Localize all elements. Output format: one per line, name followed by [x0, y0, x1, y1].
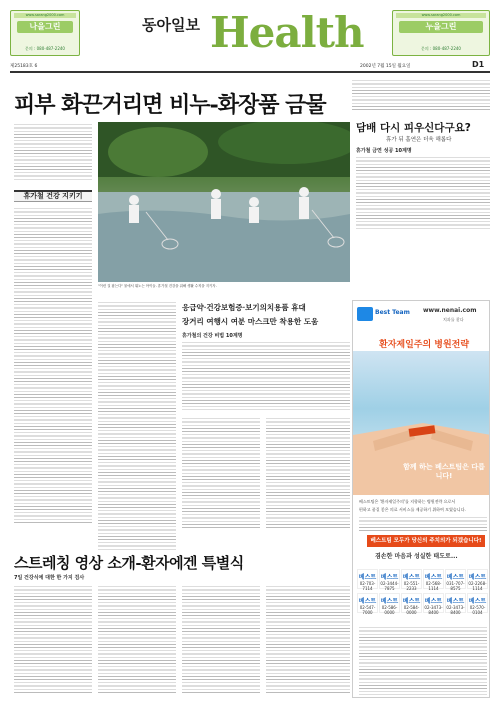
ad-right-tel: 문의 : 080-487-2240: [421, 46, 461, 51]
mid-col-text-a: [98, 300, 176, 550]
clinic-logo[interactable]: 베스트 02-547-7000: [357, 593, 378, 613]
bottom-text-1: [14, 584, 92, 694]
section-title: Health: [210, 8, 364, 57]
photo-children-stream: [98, 122, 350, 282]
paper-name: 동아일보: [142, 16, 200, 34]
ad-brand: Best Team: [375, 309, 410, 316]
bottom-text-4: [266, 584, 350, 694]
mid-col-text-c: [266, 416, 350, 528]
ad-banner-2: 겸손한 마음과 성실한 태도로...: [375, 553, 458, 560]
bottom-text-3: [182, 584, 260, 694]
clinic-logo[interactable]: 베스트 02-586-0000: [379, 593, 400, 613]
ad-hero-image: [353, 351, 490, 495]
clinic-logo[interactable]: 베스트 02-3444-7875: [379, 569, 400, 589]
clinic-logo[interactable]: 베스트 02-570-0104: [467, 593, 488, 613]
clinic-logo[interactable]: 베스트 02-2268-1114: [467, 569, 488, 589]
bottom-text-2: [98, 584, 176, 694]
ad-hero-text: 함께 하는 베스트팀은 다릅니다!: [403, 463, 485, 480]
ad-left-url: www.sarang2000.com: [14, 13, 76, 18]
ad-header: [353, 301, 490, 335]
ad-left-name: 나을그린: [17, 21, 73, 33]
clinic-logo[interactable]: 베스트 031-707-8575: [445, 569, 466, 589]
photo-caption: "이런 걸 잡는다" 물에서 뛰노는 아이들. 휴가철 건강을 위해 생활 수칙을 지키자.: [98, 284, 217, 288]
ad-bottom-text: [359, 625, 487, 695]
sidebar-title: 담배 다시 피우신다구요?: [356, 122, 471, 134]
ad-right-url: www.sarang2000.com: [396, 13, 486, 18]
main-headline: 피부 화끈거리면 비누-화장품 금물: [14, 92, 326, 118]
ad-title-bar: [353, 335, 490, 351]
sidebar-rules-title: 휴가철 금연 성공 10계명: [356, 148, 412, 154]
ad-url[interactable]: www.nenai.com: [423, 307, 477, 314]
page-number: D1: [472, 60, 485, 69]
clinic-logo[interactable]: 베스트 02-551-2233: [401, 569, 422, 589]
issue-date: 2002년 7월 15일 월요일: [360, 64, 411, 69]
clinic-logo[interactable]: 베스트 02-703-7114: [357, 569, 378, 589]
clinic-logo[interactable]: 베스트 02-584-0000: [401, 593, 422, 613]
tips-title: 휴가철의 건강 비법 10계명: [182, 333, 243, 339]
bestteam-ad[interactable]: [352, 300, 490, 698]
sidebar-rules-text: [356, 155, 490, 229]
intro-text-right: [352, 78, 490, 112]
tips-text: [182, 340, 350, 410]
ad-banner-1: 베스트팀 모두가 당신의 주치의가 되겠습니다!: [367, 535, 485, 547]
ad-body-2: 편하고 품질 좋은 의료 서비스를 제공하기 위하여 모였습니다.: [359, 507, 466, 512]
ad-right-name: 누을그린: [399, 21, 483, 33]
sidebar-subtitle: 휴가 뒤 흡연은 더욱 해롭다: [386, 137, 452, 143]
mid-col-text-b: [182, 416, 260, 528]
ad-brand-logo: [357, 307, 373, 321]
clinic-logo-grid: [357, 569, 489, 619]
ad-left-tel: 문의 : 080-487-2240: [25, 46, 65, 51]
ad-slogan: 치과를 찾다: [443, 317, 464, 322]
left-column-text: [14, 206, 92, 524]
left-intro-text: [14, 122, 92, 180]
photo-illustration: [98, 122, 350, 282]
masthead-ad-left[interactable]: [10, 10, 80, 56]
subhead-2: 장거리 여행시 여분 마스크만 착용한 도움: [182, 317, 319, 326]
bottom-headline: 스트레칭 영상 소개-환자에겐 특별식: [14, 554, 244, 572]
masthead-rule: [10, 71, 490, 73]
subhead-1: 응급약·건강보험증·보기의치용품 휴대: [182, 303, 306, 312]
issue-number: 제25183호 6: [10, 64, 38, 69]
bottom-subhead: 7일 건강식에 대한 한 가지 검사: [14, 575, 85, 581]
clinic-logo[interactable]: 베스트 02-3473-8400: [423, 593, 444, 613]
ad-body-more: [359, 515, 487, 531]
health-box-heading: 휴가철 건강 지키기: [14, 190, 92, 202]
clinic-logo[interactable]: 베스트 02-3473-8400: [445, 593, 466, 613]
masthead-ad-right[interactable]: [392, 10, 490, 56]
ad-title: 환자제일주의 병원전략: [379, 340, 470, 350]
ad-body-1: 베스트팀은 '환자제일주의'를 지향하는 병원전략 으로서: [359, 499, 456, 504]
clinic-logo[interactable]: 베스트 02-568-1114: [423, 569, 444, 589]
